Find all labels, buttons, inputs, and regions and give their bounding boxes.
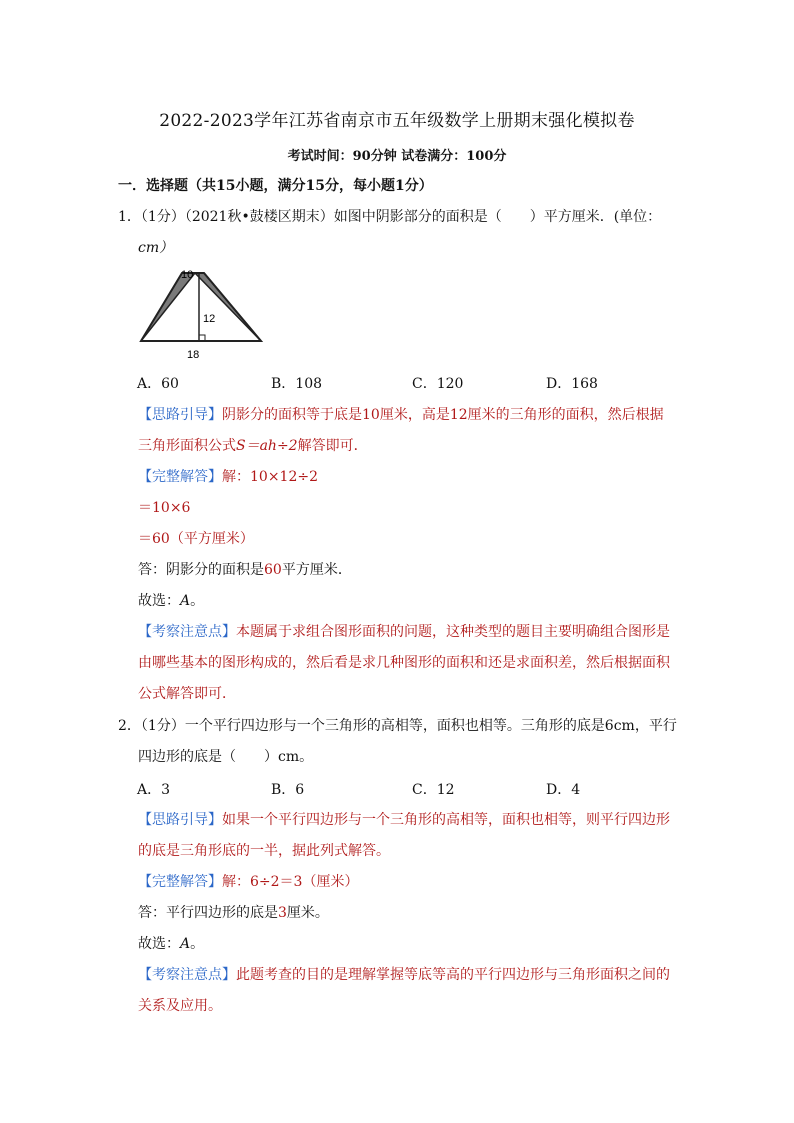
q2-text-line1: 2．（1分）一个平行四边形与一个三角形的高相等，面积也相等。三角形的底是6cm，平行 [118,718,677,734]
choice-end: 。 [190,593,205,609]
q1-option-b[interactable]: B．108 [271,376,323,392]
hint-text: 阴影分的面积等于底是10厘米，高是12厘米的三角形的面积，然后根据 [222,407,664,423]
area-formula: S＝ah÷2 [236,438,298,454]
left-shaded-triangle [141,273,195,341]
q1-note-line2: 由哪些基本的图形构成的，然后看是求几种图形的面积和还是求面积差，然后根据面积 [138,655,670,671]
q1-choice [138,591,204,611]
label-bottom: 18 [187,349,200,361]
q2-option-d[interactable]: D．4 [546,782,581,798]
q2-answer [138,903,329,923]
label-top: 10 [181,269,194,281]
q2-hint-line1 [138,810,670,830]
exam-info: 考试时间：90分钟 试卷满分：100分 [287,149,507,164]
q1-solution-line1 [138,467,318,487]
q1-note-line1 [138,622,670,642]
solution-tag: 【完整解答】 [138,874,222,890]
q1-option-a[interactable]: A．60 [137,376,179,392]
hint-text: 如果一个平行四边形与一个三角形的高相等，面积也相等，则平行四边形 [222,812,670,828]
label-height: 12 [203,313,216,325]
q1-answer [138,560,352,580]
solution-text: 解：10×12÷2 [222,469,318,485]
note-tag: 【考察注意点】 [138,967,236,983]
answer-value: 3 [278,905,287,921]
answer-value: 60 [264,562,282,578]
page-title: 2022-2023学年江苏省南京市五年级数学上册期末强化模拟卷 [159,111,635,131]
q1-solution-line3: ＝60（平方厘米） [138,531,254,547]
answer-text: 平方厘米． [281,562,352,578]
hint-text: 解答即可． [297,438,368,454]
note-tag: 【考察注意点】 [138,624,236,640]
q1-text-line1: 1．（1分）（2021秋•鼓楼区期末）如图中阴影部分的面积是（ ）平方厘米．(单位： [118,209,662,225]
choice-label: 故选： [138,593,180,609]
q2-note-line2: 关系及应用。 [138,998,222,1014]
choice-label: 故选： [138,936,180,952]
answer-text: 答：阴影分的面积是 [138,562,264,578]
q2-option-a[interactable]: A．3 [137,782,171,798]
trapezoid-figure [137,262,267,362]
answer-text: 答：平行四边形的底是 [138,905,278,921]
section-heading: 一．选择题（共15小题，满分15分，每小题1分） [118,178,433,194]
solution-text: 解：6÷2＝3（厘米） [222,874,359,890]
hint-tag: 【思路引导】 [138,407,222,423]
q1-note-line3: 公式解答即可． [138,686,236,702]
q2-option-c[interactable]: C．12 [412,782,455,798]
q2-note-line1 [138,965,670,985]
q2-choice [138,934,204,954]
choice-end: 。 [190,936,205,952]
hint-text: 三角形面积公式 [138,438,236,454]
q2-text-line2: 四边形的底是（ ）cm。 [138,749,314,765]
q1-text-line2: cm） [138,240,174,256]
choice-value: A [180,593,191,609]
note-text: 本题属于求组合图形面积的问题，这种类型的题目主要明确组合图形是 [236,624,670,640]
solution-tag: 【完整解答】 [138,469,222,485]
q1-option-d[interactable]: D．168 [546,376,598,392]
choice-value: A [180,936,191,952]
q2-hint-line2: 的底是三角形底的一半，据此列式解答。 [138,843,390,859]
right-shaded-triangle [195,273,261,341]
q2-solution-line1 [138,872,358,892]
q1-solution-line2: ＝10×6 [138,500,191,516]
note-text: 此题考查的目的是理解掌握等底等高的平行四边形与三角形面积之间的 [236,967,670,983]
q1-hint-line1 [138,405,664,425]
hint-tag: 【思路引导】 [138,812,222,828]
q1-option-c[interactable]: C．120 [412,376,464,392]
trapezoid-outline [141,273,261,341]
answer-text: 厘米。 [286,905,329,921]
q1-hint-line2 [138,436,368,456]
q2-option-b[interactable]: B．6 [271,782,305,798]
